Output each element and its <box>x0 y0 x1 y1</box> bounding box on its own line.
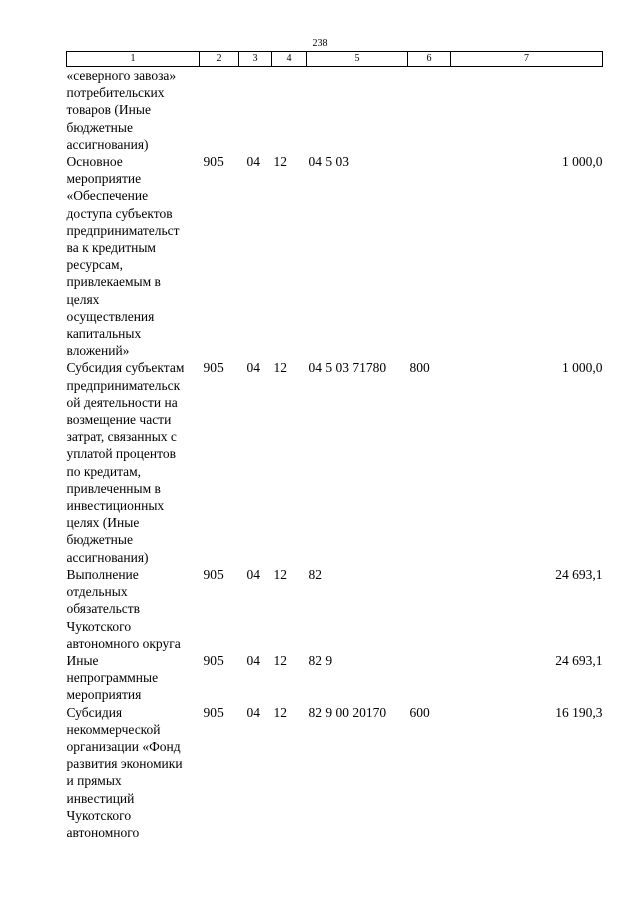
target-article-cell: 04 5 03 71780 <box>308 360 387 376</box>
item-name-line: инвестиционных <box>66 498 165 514</box>
subsection-code-cell: 12 <box>273 154 287 170</box>
item-name-cell <box>67 153 200 359</box>
ministry-code-cell: 905 <box>203 704 224 720</box>
amount-cell <box>451 67 603 154</box>
table-row <box>67 359 603 565</box>
column-header-1: 1 <box>67 52 200 67</box>
column-header-2: 2 <box>200 52 239 67</box>
item-name-line: автономного <box>66 824 140 840</box>
item-name-line: обязательств <box>66 601 141 617</box>
item-name-cell <box>67 359 200 565</box>
item-name-line: Иные <box>66 652 99 668</box>
item-name-line: капитальных <box>66 326 142 342</box>
section-code-cell: 04 <box>246 154 260 170</box>
amount-cell: 24 693,1 <box>555 652 603 668</box>
column-header-4: 4 <box>272 52 307 67</box>
item-name-line: доступа субъектов <box>66 205 173 221</box>
item-name-line: ассигнования) <box>66 136 149 152</box>
item-name-line: Чукотского <box>66 807 132 823</box>
item-name-line: отдельных <box>66 584 128 600</box>
item-name-line: целях <box>66 291 100 307</box>
item-name-line: ва к кредитным <box>66 240 156 256</box>
item-name-line: бюджетные <box>66 532 133 548</box>
item-name-line: Основное <box>66 154 123 170</box>
item-name-line: осуществления <box>66 308 155 324</box>
item-name-line: Субсидия <box>66 704 123 720</box>
column-header-3: 3 <box>239 52 272 67</box>
expense-type-cell: 600 <box>409 704 430 720</box>
ministry-code-cell: 905 <box>203 566 224 582</box>
item-name-line: мероприятие <box>66 171 142 187</box>
item-name-line: Чукотского <box>66 618 132 634</box>
item-name-line: ассигнования) <box>66 549 149 565</box>
item-name-line: непрограммные <box>66 670 159 686</box>
target-article-cell <box>307 67 408 154</box>
subsection-code-cell: 12 <box>273 704 287 720</box>
item-name-line: автономного округа <box>66 635 181 651</box>
target-article-cell: 82 9 00 20170 <box>308 704 387 720</box>
amount-cell: 1 000,0 <box>562 360 603 376</box>
item-name-line: уплатой процентов <box>66 446 176 462</box>
item-name-line: привлеченным в <box>66 480 161 496</box>
section-code-cell: 04 <box>246 360 260 376</box>
section-code-cell: 04 <box>246 704 260 720</box>
item-name-line: предпринимательст <box>66 222 180 238</box>
item-name-line: Выполнение <box>66 566 139 582</box>
target-article-cell: 04 5 03 <box>308 154 349 170</box>
item-name-cell <box>67 652 200 704</box>
subsection-code-cell: 12 <box>273 652 287 668</box>
section-code-cell: 04 <box>246 566 260 582</box>
table-header <box>67 52 603 67</box>
item-name-line: предпринимательск <box>66 377 181 393</box>
subsection-code-cell: 12 <box>273 360 287 376</box>
column-header-5: 5 <box>307 52 408 67</box>
item-name-line: ресурсам, <box>66 257 123 273</box>
ministry-code-cell: 905 <box>203 154 224 170</box>
expense-type-cell <box>408 652 451 704</box>
target-article-cell: 82 <box>308 566 322 582</box>
item-name-cell <box>67 704 200 842</box>
section-code-cell: 04 <box>246 652 260 668</box>
item-name-line: некоммерческой <box>66 721 161 737</box>
item-name-line: мероприятия <box>66 687 142 703</box>
item-name-line: организации «Фонд <box>66 738 181 754</box>
item-name-line: потребительских <box>66 85 165 101</box>
item-name-line: целях (Иные <box>66 515 140 531</box>
table-row <box>67 566 603 652</box>
item-name-cell <box>67 67 200 154</box>
item-name-line: инвестиций <box>66 790 135 806</box>
item-name-line: привлекаемым в <box>66 274 161 290</box>
item-name-line: и прямых <box>66 773 122 789</box>
expense-type-cell: 800 <box>409 360 430 376</box>
expense-type-cell <box>408 67 451 154</box>
item-name-line: развития экономики <box>66 756 183 772</box>
item-name-cell <box>67 566 200 652</box>
section-code-cell <box>239 67 272 154</box>
item-name-line: «северного завоза» <box>66 68 177 83</box>
subsection-code-cell <box>272 67 307 154</box>
budget-table <box>66 51 603 841</box>
item-name-line: затрат, связанных с <box>66 429 177 445</box>
item-name-line: вложений» <box>66 343 130 359</box>
ministry-code-cell: 905 <box>203 360 224 376</box>
amount-cell: 24 693,1 <box>555 566 603 582</box>
table-row <box>67 704 603 842</box>
expense-type-cell <box>408 566 451 652</box>
table-row <box>67 652 603 704</box>
expense-type-cell <box>408 153 451 359</box>
item-name-line: бюджетные <box>66 119 133 135</box>
page-number: 238 <box>312 38 328 49</box>
ministry-code-cell: 905 <box>203 652 224 668</box>
amount-cell: 16 190,3 <box>555 704 603 720</box>
subsection-code-cell: 12 <box>273 566 287 582</box>
table-row <box>67 67 603 154</box>
table-body <box>67 67 603 842</box>
amount-cell: 1 000,0 <box>562 154 603 170</box>
column-number-row <box>67 52 603 67</box>
item-name-line: Субсидия субъектам <box>66 360 185 376</box>
item-name-line: по кредитам, <box>66 463 142 479</box>
item-name-line: «Обеспечение <box>66 188 149 204</box>
item-name-line: ой деятельности на <box>66 394 178 410</box>
item-name-line: товаров (Иные <box>66 102 151 118</box>
column-header-7: 7 <box>451 52 603 67</box>
item-name-line: возмещение части <box>66 412 172 428</box>
ministry-code-cell <box>200 67 239 154</box>
column-header-6: 6 <box>408 52 451 67</box>
target-article-cell: 82 9 <box>308 652 333 668</box>
table-row <box>67 153 603 359</box>
